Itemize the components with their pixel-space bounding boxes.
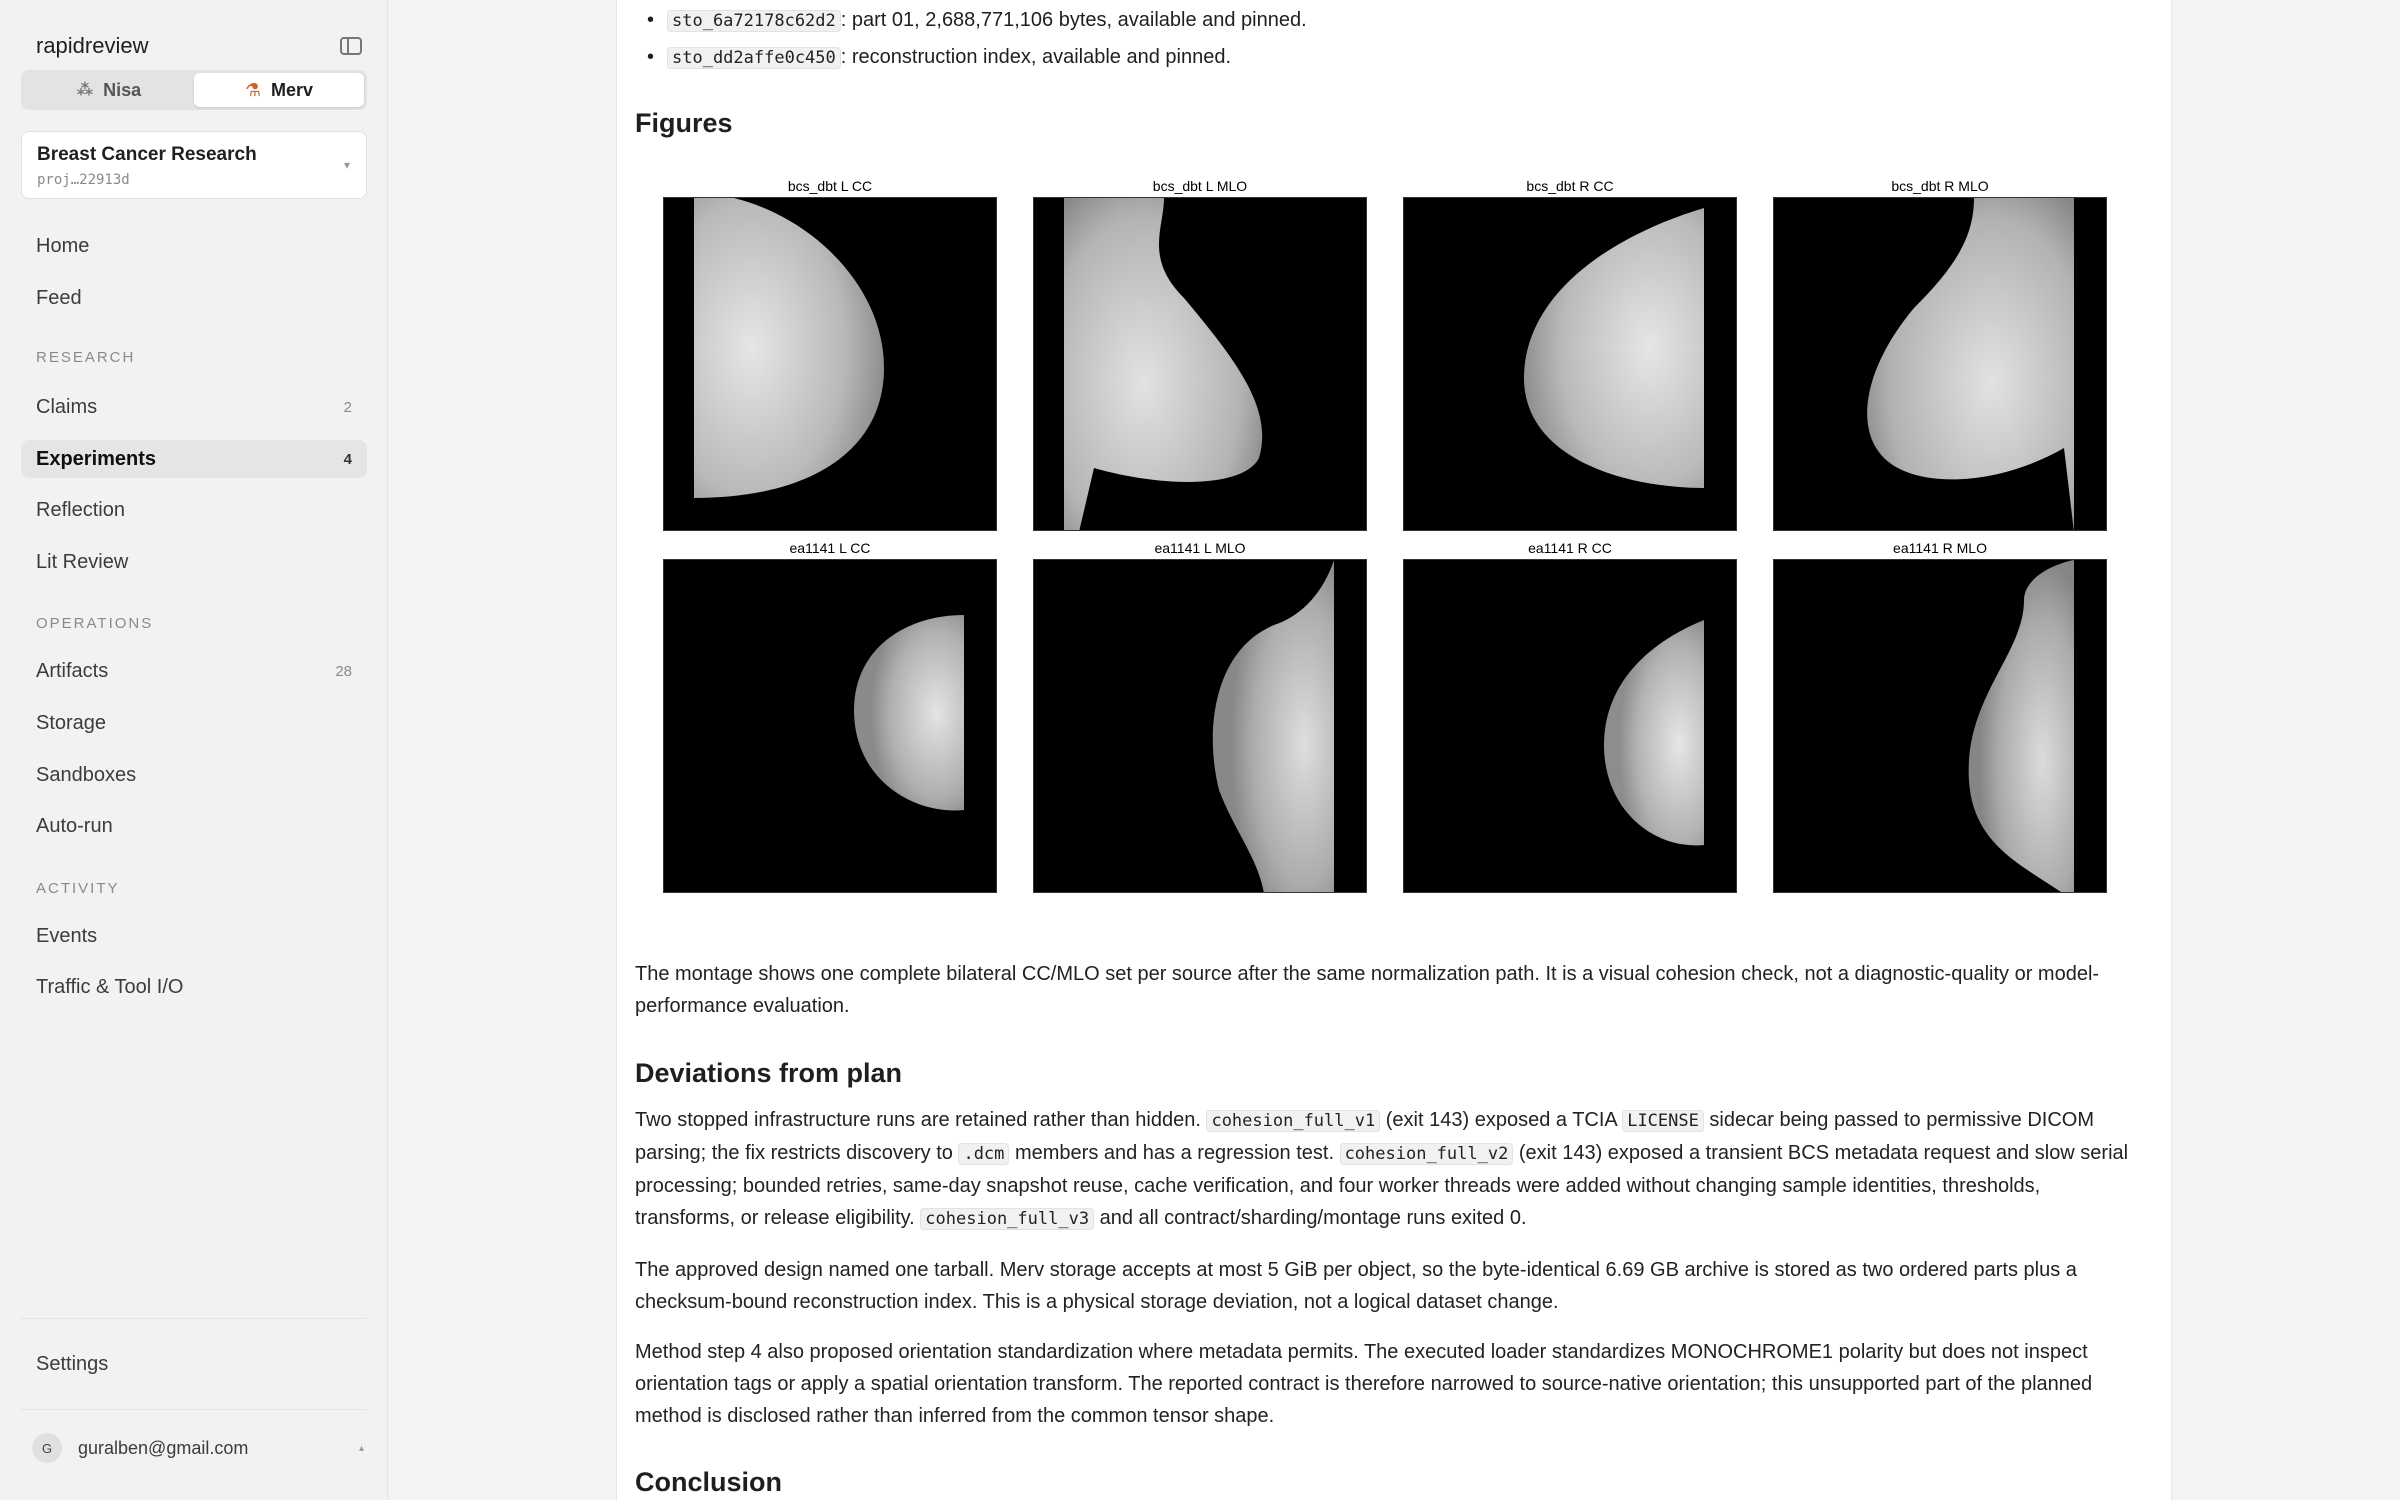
workspace-nisa-button[interactable] [24,73,194,107]
sidebar [0,0,388,1500]
bullet-desc: : reconstruction index, available and pinned. [840,46,1232,68]
sidebar-item-reflection[interactable] [21,491,367,529]
workspace-nisa-label: Nisa [103,79,142,100]
flask-icon: ⚗ [244,79,262,100]
artifacts-count: 28 [335,662,352,680]
app-name: rapidreview [36,33,149,58]
figure-cell [663,175,997,531]
figure-cell [1033,175,1367,531]
sidebar-item-label: Lit Review [36,550,129,573]
sidebar-item-label: Auto-run [36,814,113,837]
sidebar-item-label: Claims [36,395,98,418]
sidebar-toggle-icon[interactable] [340,37,362,55]
sidebar-item-home[interactable] [21,227,367,265]
run-id: cohesion_full_v3 [920,1208,1094,1230]
storage-id: sto_6a72178c62d2 [667,10,841,32]
sidebar-item-events[interactable] [21,917,367,955]
sidebar-item-storage[interactable] [21,704,367,742]
bullet-dot: • [647,9,655,31]
text-segment: (exit 143) exposed a TCIA [1380,1109,1623,1131]
brand-row [36,28,362,64]
sidebar-item-label: Events [36,924,98,947]
sidebar-divider [21,1318,367,1319]
sidebar-item-label: Experiments [36,447,157,470]
workspace-switch [21,70,367,110]
run-id: cohesion_full_v2 [1340,1143,1514,1165]
experiments-count: 4 [343,450,352,468]
chevron-icon: ▴ [358,1442,364,1454]
section-label-operations: OPERATIONS [36,615,154,632]
sidebar-item-label: Storage [36,711,107,734]
nisa-icon: ⁂ [76,82,94,99]
inline-code: LICENSE [1622,1110,1704,1132]
sidebar-item-label: Reflection [36,498,125,521]
avatar: G [32,1433,62,1463]
document-panel[interactable] [616,0,2172,1500]
sidebar-item-feed[interactable] [21,279,367,317]
project-id: proj…22913d [37,172,130,188]
mammogram-image [1403,559,1737,893]
user-menu[interactable] [32,1431,364,1465]
sidebar-item-auto-run[interactable] [21,807,367,845]
bullet-desc: : part 01, 2,688,771,106 bytes, available and pinned. [840,9,1307,31]
section-label-research: RESEARCH [36,349,136,366]
bullet-text [667,6,1307,35]
text-segment: (exit 143) exposed a transient BCS metadata request and slow serial processing; bounded retries, same-day snapshot reuse, cache verification, and four worker threads were added without changing sample identities, thresholds, transforms, or release eligibility. [635,1142,2129,1229]
workspace-merv-button[interactable] [194,73,364,107]
figure-montage [663,175,2109,905]
text-segment: members and has a regression test. [1009,1142,1340,1164]
sidebar-item-label: Traffic & Tool I/O [36,975,184,998]
chevron-down-icon: ▾ [343,158,350,172]
storage-id: sto_dd2affe0c450 [667,47,841,69]
mammogram-image [663,197,997,531]
figure-cell [1403,537,1737,893]
figure-cell [1773,537,2107,893]
mammogram-image [663,559,997,893]
mammogram-image [1033,559,1367,893]
sidebar-divider [21,1409,367,1410]
conclusion-heading: Conclusion [635,1467,782,1497]
text-segment: sidecar being passed to permissive DICOM parsing; the fix restricts discovery to [635,1109,2095,1164]
deviations-heading: Deviations from plan [635,1058,903,1088]
inline-code: .dcm [958,1143,1009,1165]
figure-title: ea1141 L CC [789,540,871,556]
sidebar-item-experiments[interactable] [21,440,367,478]
workspace-merv-label: Merv [271,79,314,100]
sidebar-item-artifacts[interactable] [21,652,367,690]
project-selector[interactable] [21,131,367,199]
user-email: guralben@gmail.com [78,1437,249,1458]
figure-title: bcs_dbt L CC [787,178,873,194]
deviations-paragraph-2: The approved design named one tarball. Merv storage accepts at most 5 GiB per object, so the byte-identical 6.69 GB archive is stored as two ordered parts plus a checksum-bound reconstruction index. This is a physical storage deviation, not a logical dataset change. [635,1259,2077,1313]
deviations-paragraph-3: Method step 4 also proposed orientation standardization where metadata permits. The executed loader standardizes MONOCHROME1 polarity but does not inspect orientation tags or apply a spatial orientation transform. The reported contract is therefore narrowed to source-native orientation; this unsupported part of the planned method is disclosed rather than inferred from the common tensor shape. [635,1341,2093,1427]
bullet-dot: • [647,46,655,68]
mammogram-image [1773,559,2107,893]
run-id: cohesion_full_v1 [1206,1110,1380,1132]
figure-cell [1403,175,1737,531]
montage-paragraph: The montage shows one complete bilateral CC/MLO set per source after the same normalization path. It is a visual cohesion check, not a diagnostic-quality or model-performance evaluation. [635,963,2100,1017]
bullet-text [667,43,1231,72]
sidebar-item-label: Artifacts [36,659,109,682]
figure-title: bcs_dbt R CC [1526,178,1614,194]
text-segment: and all contract/sharding/montage runs exited 0. [1094,1207,1527,1229]
figure-title: bcs_dbt R MLO [1891,178,1989,194]
sidebar-item-label: Feed [36,286,82,309]
sidebar-item-settings[interactable] [21,1345,367,1383]
sidebar-item-label: Home [36,234,90,257]
project-name: Breast Cancer Research [37,144,257,165]
main-content [388,0,2400,1500]
figure-title: bcs_dbt L MLO [1152,178,1248,194]
mammogram-image [1773,197,2107,531]
section-label-activity: ACTIVITY [36,880,120,897]
sidebar-item-label: Settings [36,1352,109,1375]
sidebar-item-lit-review[interactable] [21,543,367,581]
figure-cell [663,537,997,893]
sidebar-item-label: Sandboxes [36,763,137,786]
figure-cell [1773,175,2107,531]
deviations-paragraph-1 [635,1104,2135,1235]
figure-cell [1033,537,1367,893]
sidebar-item-traffic[interactable] [21,968,367,1006]
claims-count: 2 [343,398,352,416]
figures-heading: Figures [635,108,733,138]
sidebar-item-claims[interactable] [21,388,367,426]
text-segment: Two stopped infrastructure runs are retained rather than hidden. [635,1109,1207,1131]
mammogram-image [1033,197,1367,531]
figure-title: ea1141 L MLO [1154,540,1246,556]
figure-title: ea1141 R CC [1528,540,1612,556]
figure-title: ea1141 R MLO [1893,540,1987,556]
mammogram-image [1403,197,1737,531]
sidebar-item-sandboxes[interactable] [21,756,367,794]
